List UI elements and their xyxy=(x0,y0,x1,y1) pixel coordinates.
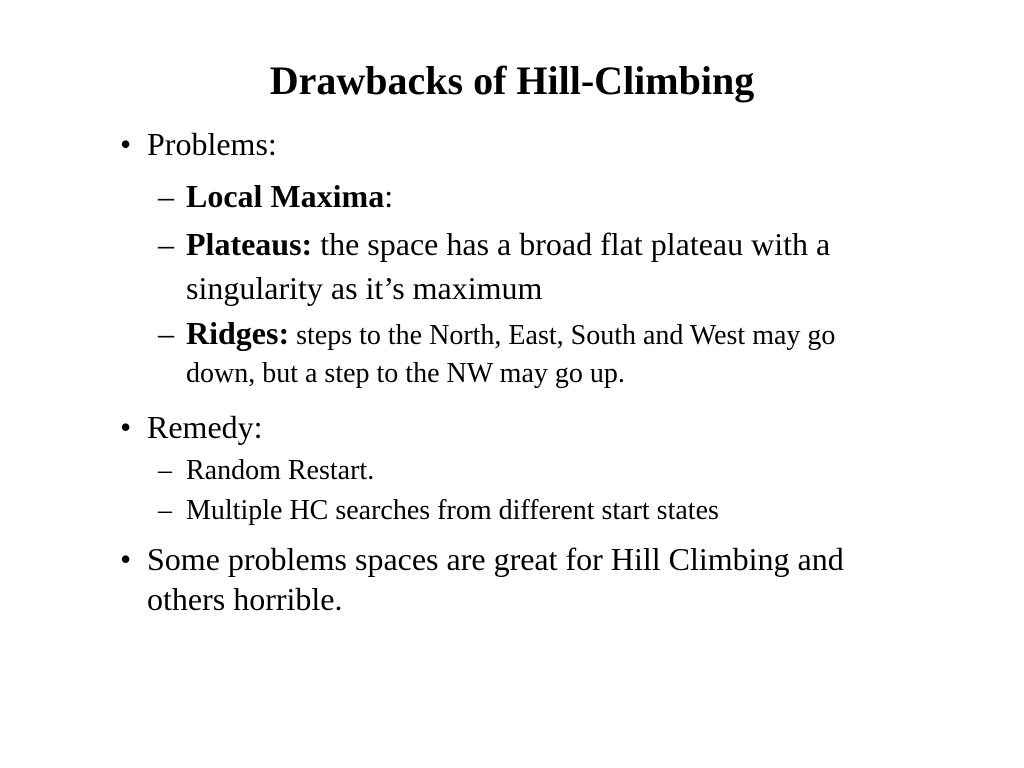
sub-bullet-random-restart xyxy=(120,453,900,489)
term-ridges: Ridges: xyxy=(186,315,290,351)
dash-marker: – xyxy=(158,495,172,526)
bullet-text: Some problems spaces are great for Hill Climbing and others horrible. xyxy=(147,541,844,617)
dash-marker: – xyxy=(158,226,174,262)
sub-bullet-text: Random Restart. xyxy=(186,455,375,486)
slide-title: Drawbacks of Hill-Climbing xyxy=(269,58,755,103)
bullet-marker: • xyxy=(120,541,132,577)
bullet-marker: • xyxy=(120,126,132,162)
sub-bullet-plateaus xyxy=(120,222,900,310)
bullet-problems xyxy=(120,124,900,164)
term-local-maxima: Local Maxima xyxy=(186,178,385,214)
sub-bullet-local-maxima xyxy=(120,174,900,218)
bullet-marker: • xyxy=(120,409,132,445)
sub-bullet-text: steps to the North, East, South and West may go down, but a step to the NW may go up. xyxy=(186,320,836,389)
sub-bullet-text: Multiple HC searches from different start states xyxy=(186,495,719,526)
bullet-some-problems xyxy=(120,539,900,619)
dash-marker: – xyxy=(158,315,174,351)
sub-bullet-text: : xyxy=(384,178,394,214)
dash-marker: – xyxy=(158,178,174,214)
sub-bullet-ridges xyxy=(120,314,900,393)
sub-bullet-multiple-hc xyxy=(120,493,900,529)
bullet-remedy xyxy=(120,407,900,447)
bullet-text: Remedy: xyxy=(147,409,263,445)
term-plateaus: Plateaus: xyxy=(186,226,313,262)
sub-bullet-text: the space has a broad flat plateau with a singularity as it’s maximum xyxy=(186,226,831,306)
bullet-text: Problems: xyxy=(147,126,277,162)
dash-marker: – xyxy=(158,455,172,486)
slide-body xyxy=(120,124,900,619)
